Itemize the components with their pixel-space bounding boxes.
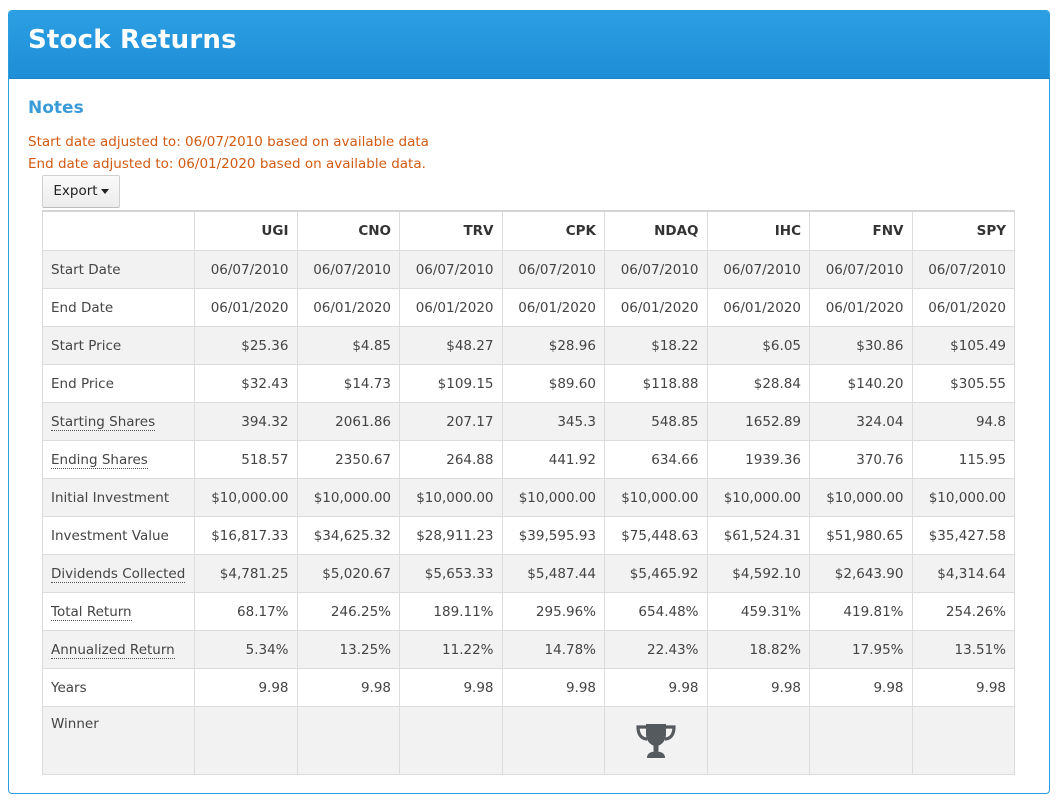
table-row-winner — [43, 707, 1015, 775]
table-cell: 13.51% — [912, 631, 1015, 669]
table-cell: 370.76 — [810, 441, 913, 479]
table-cell: 394.32 — [195, 403, 298, 441]
table-cell: 94.8 — [912, 403, 1015, 441]
row-label-cell — [43, 669, 195, 707]
table-cell: 06/01/2020 — [707, 289, 810, 327]
table-cell — [400, 707, 503, 775]
notes-title: Notes — [28, 98, 84, 118]
row-label: Start Date — [51, 261, 121, 278]
table-cell: $75,448.63 — [605, 517, 708, 555]
row-label: Winner — [43, 707, 195, 775]
panel-header — [9, 11, 1049, 79]
row-label-cell — [43, 403, 195, 441]
table-row — [43, 555, 1015, 593]
table-cell: $2,643.90 — [810, 555, 913, 593]
table-cell: 9.98 — [707, 669, 810, 707]
row-label: End Date — [51, 299, 114, 316]
table-cell: $305.55 — [912, 365, 1015, 403]
row-label-cell — [43, 289, 195, 327]
table-cell: 419.81% — [810, 593, 913, 631]
table-cell: $16,817.33 — [195, 517, 298, 555]
table-cell: 06/01/2020 — [810, 289, 913, 327]
table-cell: $32.43 — [195, 365, 298, 403]
table-cell: 9.98 — [502, 669, 605, 707]
table-row — [43, 403, 1015, 441]
table-cell: 207.17 — [400, 403, 503, 441]
row-label[interactable]: Annualized Return — [51, 641, 175, 658]
table-cell: 22.43% — [605, 631, 708, 669]
row-label-cell — [43, 631, 195, 669]
table-cell — [707, 707, 810, 775]
stock-returns-panel — [8, 10, 1050, 794]
row-label: Initial Investment — [51, 489, 170, 506]
table-cell: $30.86 — [810, 327, 913, 365]
table-cell: $28,911.23 — [400, 517, 503, 555]
table-cell: $48.27 — [400, 327, 503, 365]
table-row — [43, 289, 1015, 327]
column-header: UGI — [195, 211, 298, 251]
column-header: FNV — [810, 211, 913, 251]
table-cell: $10,000.00 — [400, 479, 503, 517]
note-end-date: End date adjusted to: 06/01/2020 based on available data. — [28, 156, 426, 172]
table-cell: $34,625.32 — [297, 517, 400, 555]
table-cell: 1939.36 — [707, 441, 810, 479]
table-row — [43, 479, 1015, 517]
table-cell: $25.36 — [195, 327, 298, 365]
column-header: TRV — [400, 211, 503, 251]
table-cell: 9.98 — [195, 669, 298, 707]
table-cell: 295.96% — [502, 593, 605, 631]
table-cell — [605, 707, 708, 775]
table-cell: $109.15 — [400, 365, 503, 403]
table-cell: 189.11% — [400, 593, 503, 631]
table-row — [43, 631, 1015, 669]
row-label: Start Price — [51, 337, 122, 354]
table-cell: 06/07/2010 — [707, 251, 810, 289]
table-cell: 18.82% — [707, 631, 810, 669]
table-cell: 254.26% — [912, 593, 1015, 631]
table-cell: $4,314.64 — [912, 555, 1015, 593]
table-row — [43, 327, 1015, 365]
table-cell: $51,980.65 — [810, 517, 913, 555]
column-header: CNO — [297, 211, 400, 251]
table-row — [43, 593, 1015, 631]
row-label: Investment Value — [51, 527, 169, 544]
table-cell: 634.66 — [605, 441, 708, 479]
table-cell: 9.98 — [605, 669, 708, 707]
table-cell: $6.05 — [707, 327, 810, 365]
table-cell: $5,653.33 — [400, 555, 503, 593]
table-cell: 06/07/2010 — [195, 251, 298, 289]
table-cell: 11.22% — [400, 631, 503, 669]
table-header-row — [43, 211, 1015, 251]
table-cell: 9.98 — [912, 669, 1015, 707]
table-cell: 06/01/2020 — [297, 289, 400, 327]
table-cell: $10,000.00 — [810, 479, 913, 517]
row-label-cell — [43, 365, 195, 403]
table-cell: $10,000.00 — [605, 479, 708, 517]
table-cell: 459.31% — [707, 593, 810, 631]
column-header: SPY — [912, 211, 1015, 251]
table-cell: $28.84 — [707, 365, 810, 403]
row-label[interactable]: Starting Shares — [51, 413, 156, 430]
table-cell: 2061.86 — [297, 403, 400, 441]
table-cell: 06/07/2010 — [605, 251, 708, 289]
table-cell: 9.98 — [810, 669, 913, 707]
table-cell: 345.3 — [502, 403, 605, 441]
row-label-cell — [43, 517, 195, 555]
table-cell: $4,592.10 — [707, 555, 810, 593]
table-cell: $28.96 — [502, 327, 605, 365]
table-cell: $10,000.00 — [912, 479, 1015, 517]
table-cell: 17.95% — [810, 631, 913, 669]
table-cell: 06/07/2010 — [297, 251, 400, 289]
table-cell: 324.04 — [810, 403, 913, 441]
table-cell — [502, 707, 605, 775]
table-cell: 9.98 — [297, 669, 400, 707]
column-header: CPK — [502, 211, 605, 251]
table-cell: 548.85 — [605, 403, 708, 441]
table-row — [43, 251, 1015, 289]
table-cell: 518.57 — [195, 441, 298, 479]
export-dropdown-button[interactable] — [42, 175, 120, 208]
table-cell: $10,000.00 — [195, 479, 298, 517]
row-label-cell — [43, 441, 195, 479]
table-cell: $35,427.58 — [912, 517, 1015, 555]
table-cell — [195, 707, 298, 775]
row-label-cell — [43, 555, 195, 593]
table-cell: 06/07/2010 — [912, 251, 1015, 289]
table-cell: 441.92 — [502, 441, 605, 479]
row-label-cell — [43, 327, 195, 365]
table-cell: $140.20 — [810, 365, 913, 403]
table-cell: $10,000.00 — [502, 479, 605, 517]
page-title: Stock Returns — [28, 25, 237, 55]
table-cell — [810, 707, 913, 775]
row-label[interactable]: Dividends Collected — [51, 565, 186, 582]
table-cell: $118.88 — [605, 365, 708, 403]
table-cell: 68.17% — [195, 593, 298, 631]
table-cell: 14.78% — [502, 631, 605, 669]
table-row — [43, 517, 1015, 555]
table-cell: 264.88 — [400, 441, 503, 479]
table-cell: $10,000.00 — [707, 479, 810, 517]
table-cell: 9.98 — [400, 669, 503, 707]
table-cell: $10,000.00 — [297, 479, 400, 517]
row-label-cell — [43, 593, 195, 631]
column-header: IHC — [707, 211, 810, 251]
trophy-icon — [634, 722, 678, 760]
export-label: Export — [53, 183, 98, 199]
table-row — [43, 365, 1015, 403]
table-cell: 13.25% — [297, 631, 400, 669]
row-label: Years — [51, 679, 87, 696]
table-cell: 06/07/2010 — [502, 251, 605, 289]
table-cell: 06/01/2020 — [502, 289, 605, 327]
caret-down-icon — [101, 189, 109, 194]
returns-table — [42, 210, 1015, 775]
table-cell: $105.49 — [912, 327, 1015, 365]
table-cell: 2350.67 — [297, 441, 400, 479]
table-cell — [912, 707, 1015, 775]
table-cell — [297, 707, 400, 775]
table-cell: 06/01/2020 — [605, 289, 708, 327]
table-cell: 654.48% — [605, 593, 708, 631]
table-cell: 5.34% — [195, 631, 298, 669]
row-label-cell — [43, 251, 195, 289]
table-cell: 06/07/2010 — [810, 251, 913, 289]
table-cell: 06/01/2020 — [195, 289, 298, 327]
table-cell: 06/01/2020 — [912, 289, 1015, 327]
header-corner — [43, 211, 195, 251]
table-row — [43, 669, 1015, 707]
note-start-date: Start date adjusted to: 06/07/2010 based on available data — [28, 134, 429, 150]
table-cell: 115.95 — [912, 441, 1015, 479]
table-cell: 06/07/2010 — [400, 251, 503, 289]
table-cell: $18.22 — [605, 327, 708, 365]
row-label: End Price — [51, 375, 114, 392]
table-cell: $5,465.92 — [605, 555, 708, 593]
table-cell: $5,487.44 — [502, 555, 605, 593]
table-cell: $5,020.67 — [297, 555, 400, 593]
table-cell: 246.25% — [297, 593, 400, 631]
row-label[interactable]: Total Return — [51, 603, 132, 620]
table-cell: $4.85 — [297, 327, 400, 365]
table-row — [43, 441, 1015, 479]
column-header: NDAQ — [605, 211, 708, 251]
row-label[interactable]: Ending Shares — [51, 451, 148, 468]
table-cell: $61,524.31 — [707, 517, 810, 555]
table-cell: $39,595.93 — [502, 517, 605, 555]
table-cell: $4,781.25 — [195, 555, 298, 593]
table-cell: $89.60 — [502, 365, 605, 403]
table-cell: $14.73 — [297, 365, 400, 403]
table-cell: 1652.89 — [707, 403, 810, 441]
table-cell: 06/01/2020 — [400, 289, 503, 327]
row-label-cell — [43, 479, 195, 517]
